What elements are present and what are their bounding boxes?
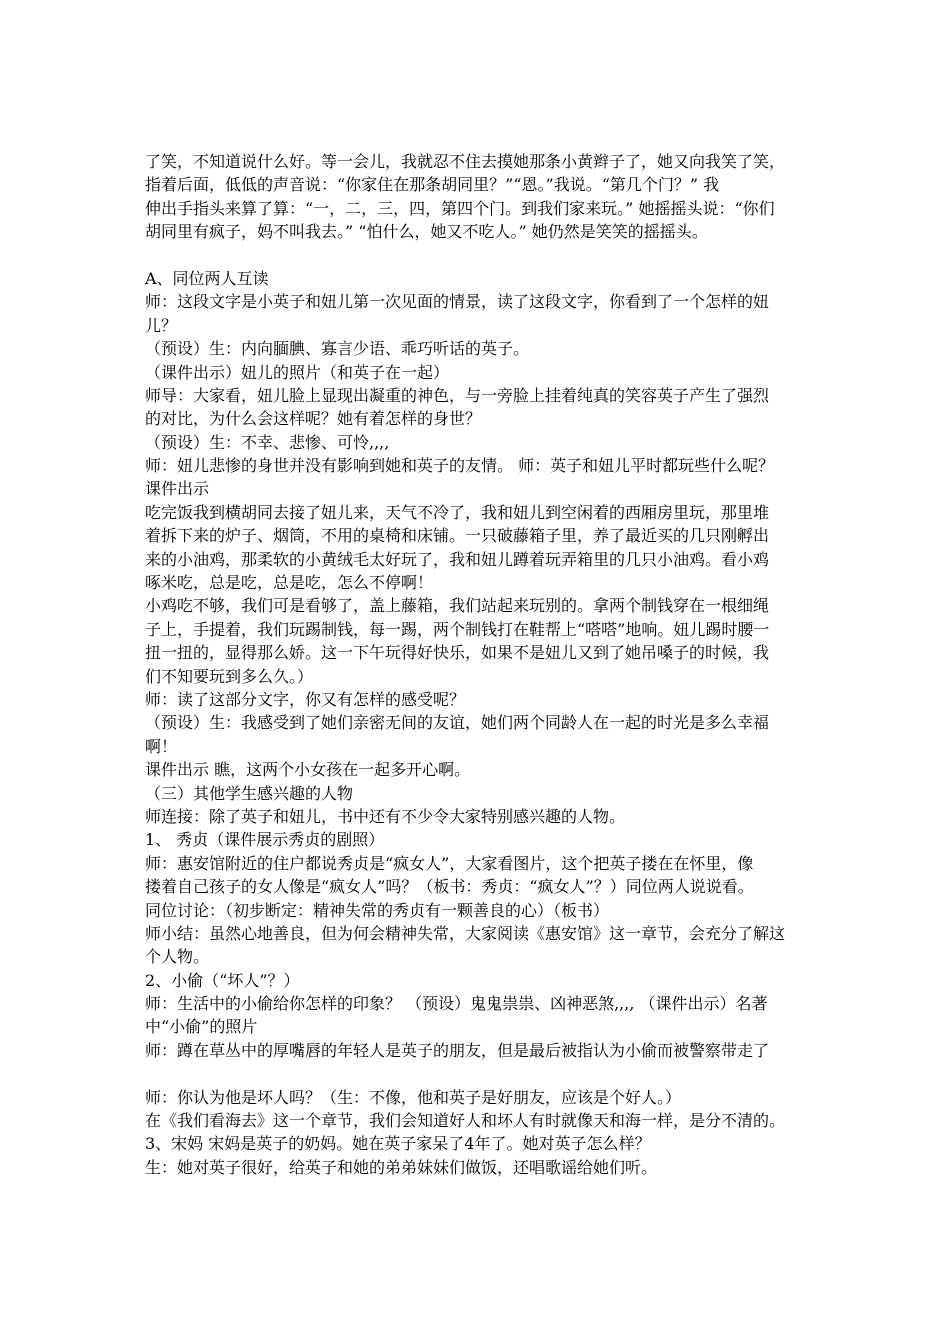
section-heading: 2、小偷（“坏人”？） (145, 970, 300, 990)
text-line: 扭一扭的，显得那么娇。这一下午玩得好快乐，如果不是妞儿又到了她吊嗓子的时候，我 (145, 643, 770, 663)
text-line: 师：蹲在草丛中的厚嘴唇的年轻人是英子的朋友，但是最后被指认为小偷而被警察带走了 (145, 1040, 770, 1060)
text-line: 师：读了这部分文字，你又有怎样的感受呢？ (145, 689, 466, 709)
text-line: 课件出示 瞧，这两个小女孩在一起多开心啊。 (145, 760, 471, 780)
text-line: （课件出示）妞儿的照片（和英子在一起） (145, 362, 450, 382)
text-line: 师：这段文字是小英子和妞儿第一次见面的情景，读了这段文字，你看到了一个怎样的妞 (145, 292, 770, 312)
blank-line (145, 244, 885, 267)
text-line: 课件出示 (145, 479, 210, 499)
text-line: 了笑，不知道说什么好。等一会儿，我就忍不住去摸她那条小黄辫子了，她又向我笑了笑， (145, 152, 786, 171)
text-line: 着拆下来的炉子、烟筒，不用的桌椅和床铺。一只破藤箱子里，养了最近买的几只刚孵出 (145, 526, 770, 546)
text-line: 师导：大家看，妞儿脸上显现出凝重的神色，与一旁脸上挂着纯真的笑容英子产生了强烈 (145, 385, 770, 405)
text-line: 师连接：除了英子和妞儿，书中还有不少令大家特别感兴趣的人物。 (145, 806, 626, 826)
text-line: 中“小偷”的照片 (145, 1017, 258, 1037)
document-body (145, 150, 885, 1179)
text-line: 啊！ (145, 736, 178, 756)
text-line: （预设）生：我感受到了她们亲密无间的友谊，她们两个同龄人在一起的时光是多么幸福 (145, 713, 770, 733)
text-line: 搂着自己孩子的女人像是“疯女人”吗？（板书：秀贞：“疯女人”？）同位两人说说看。 (145, 877, 754, 897)
text-line: 吃完饭我到横胡同去接了妞儿来，天气不冷了，我和妞儿到空闲着的西厢房里玩，那里堆 (145, 502, 770, 522)
text-line: 的对比，为什么会这样呢？她有着怎样的身世？ (145, 409, 482, 429)
text-line: 师：你认为他是坏人吗？（生：不像，他和英子是好朋友，应该是个好人。） (145, 1087, 682, 1107)
section-heading: 3、宋妈 宋妈是英子的奶妈。她在英子家呆了4年了。她对英子怎么样？ (145, 1134, 651, 1154)
text-line: 儿？ (145, 315, 178, 335)
text-line: 子上，手提着，我们玩踢制钱，每一踢，两个制钱打在鞋帮上“嗒嗒”地响。妞儿踢时腰一 (145, 619, 770, 639)
text-line: 师：惠安馆附近的住户都说秀贞是“疯女人”，大家看图片，这个把英子搂在在怀里，像 (145, 853, 754, 873)
text-line: （预设）生：内向腼腆、寡言少语、乖巧听话的英子。 (145, 339, 530, 359)
blank-line (145, 1062, 885, 1085)
text-line: 伸出手指头来算了算：“一，二，三，四，第四个门。到我们家来玩。” 她摇摇头说：“你们 (145, 198, 775, 218)
text-line: 小鸡吃不够，我们可是看够了，盖上藤箱，我们站起来玩别的。拿两个制钱穿在一根细绳 (145, 596, 770, 616)
section-heading: A、同位两人互读 (145, 268, 269, 288)
text-line: 同位讨论：（初步断定：精神失常的秀贞有一颗善良的心）（板书） (145, 900, 610, 920)
section-heading: （三）其他学生感兴趣的人物 (145, 783, 354, 803)
text-line: （预设）生：不幸、悲惨、可怜,,,, (145, 432, 390, 452)
text-line: 个人物。 (145, 947, 210, 967)
text-line: 生：她对英子很好，给英子和她的弟弟妹妹们做饭，还唱歌谣给她们听。 (145, 1157, 658, 1177)
text-line: 在《我们看海去》这一个章节，我们会知道好人和坏人有时就像天和海一样，是分不清的。 (145, 1111, 786, 1131)
text-line: 啄米吃，总是吃，总是吃，怎么不停啊！ (145, 573, 434, 593)
text-line: 师：妞儿悲惨的身世并没有影响到她和英子的友情。 师：英子和妞儿平时都玩些什么呢？ (145, 456, 775, 476)
text-line: 胡同里有疯子，妈不叫我去。” “怕什么，她又不吃人。” 她仍然是笑笑的摇摇头。 (145, 222, 708, 242)
section-heading: 1、 秀贞（课件展示秀贞的剧照） (145, 830, 385, 850)
text-line: 师：生活中的小偷给你怎样的印象？ （预设）鬼鬼祟祟、凶神恶煞,,,, （课件出示）名著 (145, 994, 768, 1014)
text-line: 们不知要玩到多么久。） (145, 666, 314, 686)
text-line: 师小结：虽然心地善良，但为何会精神失常，大家阅读《惠安馆》这一章节，会充分了解这 (145, 923, 786, 943)
text-line: 指着后面，低低的声音说：“你家住在那条胡同里？”“恩。”我说。“第几个门？” 我 (145, 175, 720, 195)
text-line: 来的小油鸡，那柔软的小黄绒毛太好玩了，我和妞儿蹲着玩弄箱里的几只小油鸡。看小鸡 (145, 549, 770, 569)
